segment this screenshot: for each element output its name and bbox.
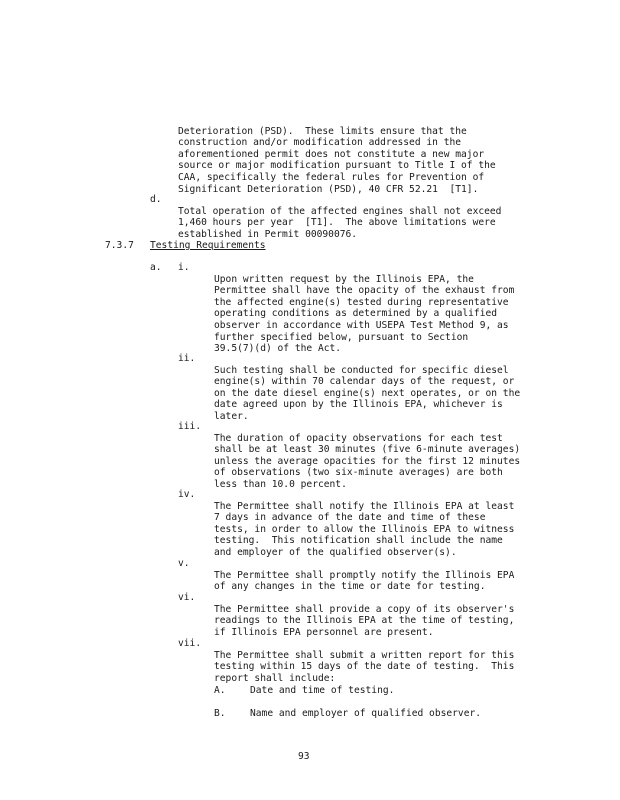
subitem-i-label: i. bbox=[178, 262, 190, 273]
item-a-label: a. bbox=[150, 262, 162, 273]
report-item-b-text: Name and employer of qualified observer. bbox=[250, 708, 482, 719]
text-line: less than 10.0 percent. bbox=[214, 478, 347, 490]
text-line: testing. This notification shall include the name bbox=[214, 535, 503, 547]
subitem-v-label: v. bbox=[178, 558, 190, 569]
subitem-iv-label: iv. bbox=[178, 489, 196, 500]
text-line: engine(s) within 70 calendar days of the request, or bbox=[214, 376, 515, 388]
text-line: CAA, specifically the federal rules for Prevention of bbox=[178, 171, 485, 183]
text-line: further specified below, pursuant to Section bbox=[214, 331, 469, 343]
report-item-a-text: Date and time of testing. bbox=[250, 685, 395, 696]
text-line: date agreed upon by the Illinois EPA, whichever is bbox=[214, 399, 503, 411]
text-line: Deterioration (PSD). These limits ensure that the bbox=[178, 125, 467, 137]
text-line: 7 days in advance of the date and time of these bbox=[214, 512, 486, 524]
subitem-vii-paragraph bbox=[214, 638, 514, 684]
text-line: on the date diesel engine(s) next operates, or on the bbox=[214, 387, 521, 399]
report-item-b-label: B. bbox=[214, 708, 226, 719]
item-d-label: d. bbox=[150, 194, 162, 205]
text-line: The Permittee shall submit a written report for this bbox=[214, 649, 515, 661]
text-line: readings to the Illinois EPA at the time of testing, bbox=[214, 615, 515, 627]
text-line: the affected engine(s) tested during representative bbox=[214, 296, 509, 308]
text-line: observer in accordance with USEPA Test Method 9, as bbox=[214, 319, 509, 331]
text-line: operating conditions as determined by a qualified bbox=[214, 308, 498, 320]
text-line: Upon written request by the Illinois EPA, the bbox=[214, 273, 474, 285]
page-number: 93 bbox=[298, 751, 310, 762]
text-line: Total operation of the affected engines shall not exceed bbox=[178, 205, 502, 217]
text-line: later. bbox=[214, 410, 249, 422]
report-item-a-label: A. bbox=[214, 685, 226, 696]
section-number: 7.3.7 bbox=[105, 240, 134, 251]
text-line: construction and/or modification addressed in the bbox=[178, 137, 462, 149]
text-line: The Permittee shall provide a copy of its observer's bbox=[214, 603, 515, 615]
subitem-vii-label: vii. bbox=[178, 638, 202, 649]
text-line: of any changes in the time or date for testing. bbox=[214, 581, 486, 593]
text-line: and employer of the qualified observer(s). bbox=[214, 546, 457, 558]
text-line: aforementioned permit does not constitute a new major bbox=[178, 148, 485, 160]
text-line: testing within 15 days of the date of testing. This bbox=[214, 661, 515, 673]
subitem-vi-label: vi. bbox=[178, 592, 196, 603]
subitem-ii-paragraph bbox=[214, 353, 520, 423]
subitem-i-paragraph bbox=[214, 262, 514, 355]
item-d-paragraph bbox=[178, 194, 501, 240]
text-line: if Illinois EPA personnel are present. bbox=[214, 626, 434, 638]
text-line: shall be at least 30 minutes (five 6-minute averages) bbox=[214, 444, 521, 456]
text-line: established in Permit 00090076. bbox=[178, 228, 358, 240]
text-line: report shall include: bbox=[214, 672, 336, 684]
text-line: The Permittee shall notify the Illinois EPA at least bbox=[214, 500, 515, 512]
text-line: The Permittee shall promptly notify the Illinois EPA bbox=[214, 569, 515, 581]
subitem-iii-paragraph bbox=[214, 421, 520, 491]
text-line: 39.5(7)(d) of the Act. bbox=[214, 343, 342, 355]
text-line: unless the average opacities for the first 12 minutes bbox=[214, 455, 521, 467]
continuation-paragraph bbox=[178, 114, 496, 195]
text-line: of observations (two six-minute averages) are both bbox=[214, 467, 503, 479]
subitem-iv-paragraph bbox=[214, 489, 514, 559]
text-line: Significant Deterioration (PSD), 40 CFR 52.21 [T1]. bbox=[178, 183, 479, 195]
text-line: source or major modification pursuant to Title I of the bbox=[178, 160, 496, 172]
subitem-vi-paragraph bbox=[214, 592, 514, 638]
text-line: tests, in order to allow the Illinois EPA to witness bbox=[214, 523, 515, 535]
text-line: 1,460 hours per year [T1]. The above limitations were bbox=[178, 217, 496, 229]
text-line: Permittee shall have the opacity of the exhaust from bbox=[214, 285, 515, 297]
subitem-ii-label: ii. bbox=[178, 353, 196, 364]
text-line: Such testing shall be conducted for specific diesel bbox=[214, 364, 509, 376]
subitem-iii-label: iii. bbox=[178, 421, 202, 432]
subitem-v-paragraph bbox=[214, 558, 514, 593]
text-line: The duration of opacity observations for each test bbox=[214, 432, 503, 444]
section-title: Testing Requirements bbox=[150, 240, 266, 251]
